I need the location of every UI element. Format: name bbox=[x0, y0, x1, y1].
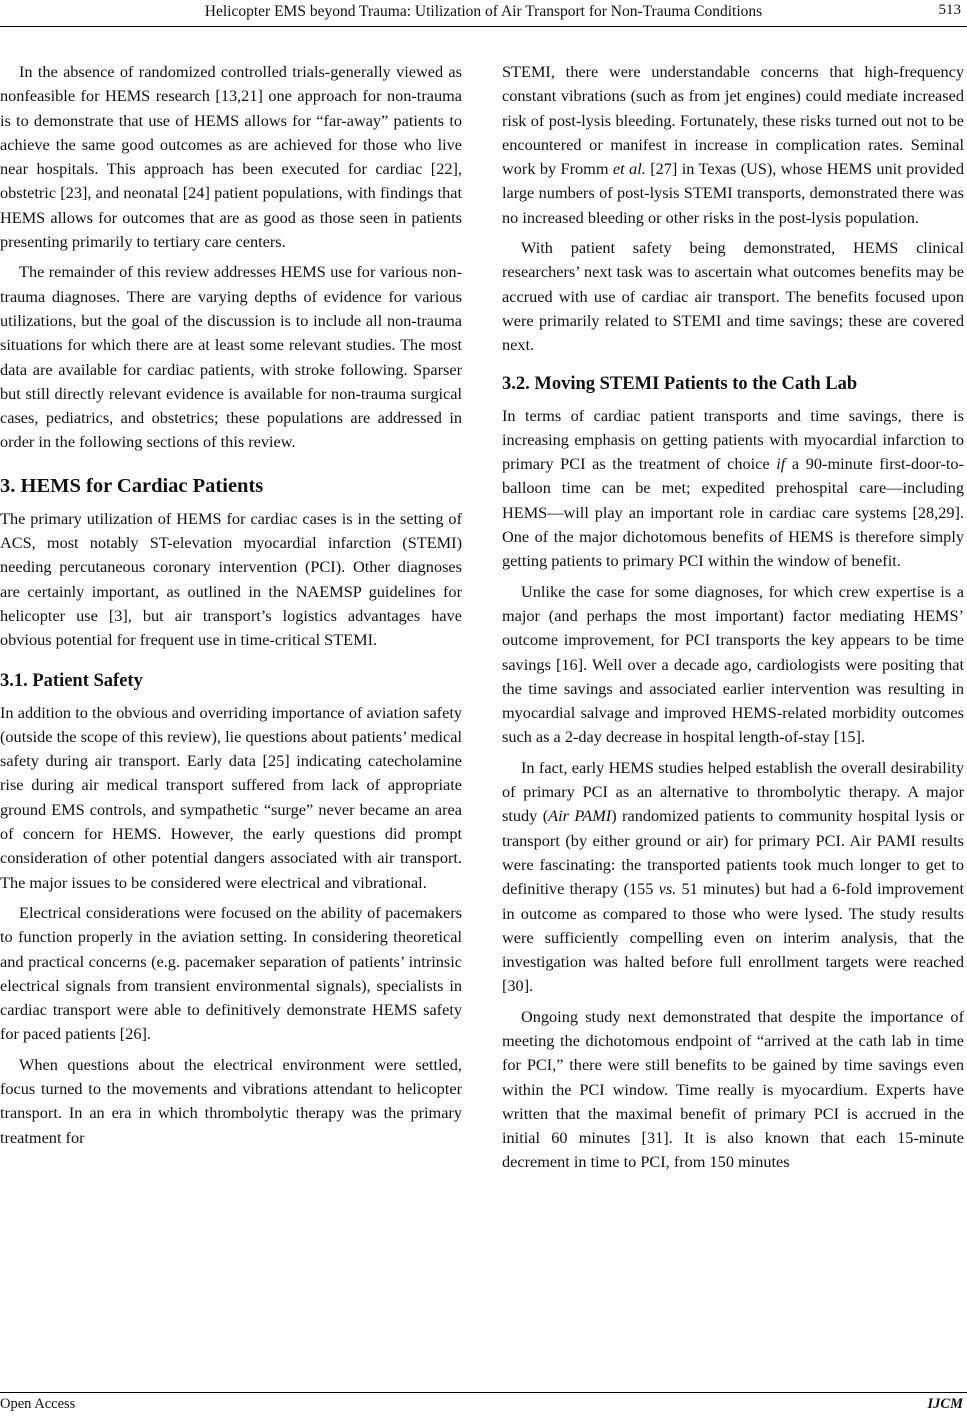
italic-text: if bbox=[776, 454, 786, 474]
italic-text: et al. bbox=[612, 159, 646, 179]
paragraph: In addition to the obvious and overriding importance of aviation safety (outside the scope of this review), lie questions about patients’ medical safety during air transport. Early data [25] indicating catecholamine rise during air medical transport suffered from lack of appropriate ground EMS controls, and sympathetic “surge” never became an area of concern for HEMS. However, the early questions did prompt consideration of other potential dangers associated with air transport. The major issues to be considered were electrical and vibrational. bbox=[0, 702, 462, 892]
open-access-label: Open Access bbox=[0, 1396, 76, 1412]
journal-abbreviation: IJCM bbox=[927, 1396, 963, 1412]
paragraph: When questions about the electrical environment were settled, focus turned to the movements and vibrations attendant to helicopter transport. In an era in which thrombolytic therapy was the primary treatment for bbox=[0, 1054, 462, 1147]
paragraph: Electrical considerations were focused on the ability of pacemakers to function properly in the aviation setting. In considering theoretical and practical concerns (e.g. pacemaker separation of patients’ intrinsic electrical signals from transient environmental signals), specialists in cardiac transport were able to definitively demonstrate HEMS safety for paced patients [26]. bbox=[0, 902, 462, 1044]
italic-text: Air PAMI bbox=[548, 806, 612, 826]
paragraph: Unlike the case for some diagnoses, for which crew expertise is a major (and perhaps the most important) factor mediating HEMS’ outcome improvement, for PCI transports the key appears to be time savings [16]. Well over a decade ago, cardiologists were positing that the time savings and associated earlier intervention was resulting in myocardial salvage and improved HEMS-related morbidity outcomes such as a 2-day decrease in hospital length-of-stay [15]. bbox=[502, 581, 964, 747]
section-heading: 3. HEMS for Cardiac Patients bbox=[0, 474, 264, 497]
text-run: a 90-minute first-door-to-balloon time can be met; expedited prehospital care—including HEMS—will play an important role in cardiac care systems [28,29]. One of the major dichotomous benefits of HEMS is therefore simply getting patients to primary PCI within the window of benefit. bbox=[502, 454, 964, 571]
paragraph: The remainder of this review addresses HEMS use for various non-trauma diagnoses. There are varying depths of evidence for various utilizations, but the goal of the discussion is to include all non-trauma situations for which there are at least some relevant studies. The most data are available for cardiac patients, with stroke following. Sparser but still directly relevant evidence is available for non-trauma surgical cases, pediatrics, and obstetrics; these populations are addressed in order in the following sections of this review. bbox=[0, 262, 462, 452]
paragraph bbox=[502, 404, 964, 574]
text-run: [27] in Texas (US), whose HEMS unit provided large numbers of post-lysis STEMI transports, demonstrated there was no increased bleeding or other risks in the post-lysis population. bbox=[502, 159, 964, 227]
paragraph bbox=[502, 756, 964, 999]
page-number: 513 bbox=[938, 2, 961, 18]
text-run: ) randomized patients to community hospital lysis or transport (by either ground or air) for primary PCI. Air PAMI results were fascinating: the transported patients took much longer to get to definitive therapy (155 bbox=[502, 806, 964, 899]
text-run: In fact, early HEMS studies helped establish the overall desirability of primary PCI as an alternative to thrombolytic therapy. A major study ( bbox=[502, 757, 964, 826]
paragraph: Ongoing study next demonstrated that despite the importance of meeting the dichotomous endpoint of “arrived at the cath lab in time for PCI,” there were still benefits to be gained by time savings even within the PCI window. Time really is myocardium. Experts have written that the maximal benefit of primary PCI is accrued in the initial 60 minutes [31]. It is also known that each 15-minute decrement in time to PCI, from 150 minutes bbox=[502, 1006, 964, 1172]
subsection-heading: 3.2. Moving STEMI Patients to the Cath Lab bbox=[502, 373, 858, 394]
text-run: STEMI, there were understandable concerns that high-frequency constant vibrations (such as from jet engines) could mediate increased risk of post-lysis bleeding. Fortunately, these risks turned out not to be encountered or manifest in increase in complication rates. Seminal work by Fromm bbox=[502, 62, 964, 179]
text-run: 51 minutes) but had a 6-fold improvement in outcome as compared to those who were lysed. The study results were sufficiently compelling even on interim analysis, that the investigation was halted before full enrollment targets were reached [30]. bbox=[502, 879, 964, 996]
italic-text: vs. bbox=[658, 879, 677, 899]
paragraph: In the absence of randomized controlled trials-generally viewed as nonfeasible for HEMS research [13,21] one approach for non-trauma is to demonstrate that use of HEMS allows for “far-away” patients to achieve the same good outcomes as are achieved for those who live near hospitals. This approach has been executed for cardiac [22], obstetric [23], and neonatal [24] patient populations, with findings that HEMS allows for outcomes that are as good as those seen in patients presenting primarily to tertiary care centers. bbox=[0, 62, 462, 252]
left-column bbox=[0, 60, 462, 1156]
right-column bbox=[502, 60, 964, 1181]
footer-rule bbox=[0, 1392, 967, 1393]
paragraph: The primary utilization of HEMS for cardiac cases is in the setting of ACS, most notably ST-elevation myocardial infarction (STEMI) needing percutaneous coronary intervention (PCI). Other diagnoses are certainly important, as outlined in the NAEMSP guidelines for helicopter use [3], but air transport’s logistics advantages have obvious potential for frequent use in time-critical STEMI. bbox=[0, 508, 462, 650]
subsection-heading: 3.1. Patient Safety bbox=[0, 670, 143, 691]
text-run: In terms of cardiac patient transports and time savings, there is increasing emphasis on getting patients with myocardial infarction to primary PCI as the treatment of choice bbox=[502, 405, 964, 474]
page-header bbox=[0, 0, 967, 30]
page-footer bbox=[0, 1386, 967, 1416]
paragraph bbox=[502, 60, 964, 230]
paragraph: With patient safety being demonstrated, HEMS clinical researchers’ next task was to ascertain what outcomes benefits may be accrued with use of cardiac air transport. The benefits focused upon were primarily related to STEMI and time savings; these are covered next. bbox=[502, 238, 964, 355]
header-rule bbox=[0, 26, 967, 27]
running-title: Helicopter EMS beyond Trauma: Utilization of Air Transport for Non-Trauma Conditions bbox=[204, 3, 763, 20]
